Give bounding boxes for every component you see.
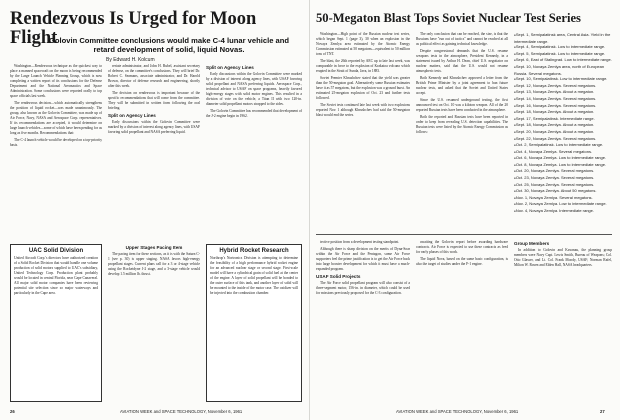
right-column-1 [316,32,410,230]
left-headline: Rendezvous Is Urged for Moon Flight [10,9,257,49]
right-col3-para: Since the U.S. resumed underground testing, the first announced test on Oct. 10 was a kiloton weapon. All of the 20 reported Russian tests have been conducted in the atmosphere. [416,98,508,112]
soviet-test-list [514,32,612,230]
group-members-heading: Group Members [514,241,550,246]
upper-stages-title: Upper Stages Pacing Item [125,245,183,250]
test-list-item: ● Nov. 4, Novaya Zemlya. Intermediate range. [514,208,612,215]
right-lower-para: The liquid Nova, based on the same basic configuration, is also the target of studies under the F-1 engine. [416,257,508,266]
left-footer: AVIATION WEEK and SPACE TECHNOLOGY, November 6, 1961 [120,409,243,414]
left-col1-para: Washington—Rendezvous technique as the quickest way to place a manned spacecraft on the moon is being recommended by the Large Launch Vehicle Planning Group, which is now completing a written report of its conclusions for the Defense Department and the National Aeronautics and Space Administration. Some conclusions were reported orally to top space officials last week. [10,64,102,98]
test-list-item: ● Nov. 1, Novaya Zemlya. Several megatons. [514,195,612,202]
left-col3-subhead: Split on Agency Lines [206,65,254,70]
right-lower-para: Although there is sharp division on the merits of Dyna-Soar within the Air Force and the Pentagon, some Air Force supporters feel the prime justification is to get the Air Force back into large booster development for which it must have a much-expanded program. [316,247,410,271]
right-col2-para: Despite congressional demands that the U.S. resume weapons tests in the atmosphere, President Kennedy, in a statement issued by Arthur H. Dean, chief U.S. negotiator on nuclear matters, said that the U.S. would not resume atmospheric tests. [416,49,508,73]
test-list-item: ● Oct. 25, Novaya Zemlya. Several megatons. [514,182,612,189]
test-list-item: ● Sept. 5, Semipalatinsk. Low to intermediate range. [514,51,612,58]
usaf-solid-projects-heading: USAF Solid Projects [316,274,361,279]
right-col1-para: The Soviet tests continued late last week with two explosions reported Nov. 1 although Khrushchev had said the 50-megaton blast would end the series. [316,103,410,117]
left-byline: By Edward H. Kolcum [106,57,155,63]
test-list-item: ● Oct. 8, Novaya Zemlya. Low to intermediate range. [514,162,612,169]
test-list-item: ● Sept. 12, Novaya Zemlya. Several megatons. [514,83,612,90]
upper-stages-text: The pacing item for these sections, as it is with the Saturn C-1 (see p. 30) is upper staging. NASA favors high-energy propellant stages. Current plans call for a 3 or 4-stage vehicle using the Rocketdyne J-2 stage, and a 3-stage vehicle would develop 1.5 million lb. thrust. [108,252,200,276]
left-page-number: 26 [10,409,15,414]
test-list-item: ● Sept. 22, Novaya Zemlya. Several megatons. [514,136,612,143]
section-divider [316,234,612,235]
upper-stages-section [108,244,200,402]
uac-solid-division-box [10,244,102,402]
right-col1-para: The blast, the 26th reported by AEC up to late last week, was comparable in force to the explosion of Krakatoa volcano which erupted in the Strait of Sunda, Java, in 1883. [316,59,410,73]
test-list-item: ● Sept. 14, Novaya Zemlya. Several megatons. [514,96,612,103]
right-lower-para: tective position from a development testing standpoint. [320,240,400,244]
left-column-3 [206,64,302,240]
right-page-number: 27 [600,409,605,414]
hybrid-box-title: Hybrid Rocket Research [219,248,289,254]
test-list-item: ● Sept. 17, Semipalatinsk. Intermediate range. [514,116,612,123]
test-list-item: ● Sept. 10, Semipalatinsk. Low to intermediate range. [514,76,612,83]
test-list-item: ● Sept. 10, Novaya Zemlya area, north of European Russia. Several megatons. [514,64,612,76]
right-lower-para: awaiting the Golovin report before awarding hardware contracts. Air Force is expected to use these contracts as feed for early phases of this work. [416,240,508,254]
right-col1-para: Washington—High point of the Russian nuclear test series, which began Sept. 1 (page 3), 30 when an explosion in the Novaya Zemlya area estimated by the Atomic Energy Commission estimated at 50 megatons—equivalent to 50 million tons of TNT. [316,32,410,56]
test-list-item: ● Oct. 2, Semipalatinsk. Low to intermediate range. [514,142,612,149]
uac-box-text: United Aircraft Corp.'s directors have authorized creation of a Solid Rocket Division that would handle one volume production of solid motors supplied to UAC's subsidiary, United Technology Corp. Production plant probably would be located in central Florida, near Cape Canaveral. All major solid motor companies have been reviewing potential site selection since so major waterways and particularly in the Cape area. [14,256,98,295]
left-deck: Golovin Committee conclusions would make C-4 lunar vehicle and retard development of solid, liquid Novas. [48,36,290,55]
test-list-item: ● Sept. 20, Novaya Zemlya. About a megaton. [514,129,612,136]
right-col2-para: The only conclusion that can be reached, the size, is that the Russians have "run out of tactics" and cannot be reached at all as political effect as gaining technical knowledge. [416,32,508,46]
test-list-item: ● Sept. 18, Novaya Zemlya. About a megaton. [514,109,612,116]
right-col1-para: Soviet Premier Khrushchev stated that the yield was greater than the 50-megaton goal. Alternatively some Russian estimates have it as 57 megatons, but the explosion was a ground burst. An estimated 25-megaton explosion of Oct. 23 and further tests followed. [316,76,410,100]
test-list-item: ● Sept. 6, East of Stalingrad. Low to intermediate range. [514,57,612,64]
left-column-2 [108,64,200,240]
right-lower-column-1 [316,240,410,402]
left-col2-subhead: Split on Agency Lines [108,113,156,118]
test-list-item: ● Oct. 23, Novaya Zemlya. Several megatons. [514,175,612,182]
test-list-item: ● Oct. 20, Novaya Zemlya. Several megatons. [514,168,612,175]
right-col3-para: Both the reported and Russian tests have been reported in order to keep from revealing U.S. detection capabilities. The Russian tests were listed by the Atomic Energy Commission as follows: [416,115,508,134]
test-list-item: ● Oct. 6, Novaya Zemlya. Low to intermediate range. [514,155,612,162]
test-list-item: ● Oct. 4, Novaya Zemlya. Several megatons. [514,149,612,156]
test-list-item: ● Sept. 4, Semipalatinsk. Low to intermediate range. [514,44,612,51]
test-list-item: ● Sept. 13, Novaya Zemlya. About a megaton. [514,89,612,96]
right-lower-column-2 [416,240,508,402]
left-col1-para: The rendezvous decision—which automatically strengthens the position of liquid rocket—was made unanimously. The group, also known as the Golovin Committee, was made up of Air Force, Navy, NASA and Aerospace Corp. representatives. If its recommendations are accepted, it would determine on large launch vehicles—some of which have been pending for as long as five months. Recommendations that: [10,101,102,135]
right-headline: 50-Megaton Blast Tops Soviet Nuclear Test Series [316,11,581,25]
test-list-item: ● Sept. 1, Semipalatinsk area, Central Asia. Yield in the intermediate range. [514,32,612,44]
left-col3-para: The Golovin Committee has recommended that development of the J-2 engine begin in 1962. [206,109,302,118]
uac-box-title: UAC Solid Division [28,248,84,254]
hybrid-box-text: Northrop's Nortronics Division is attempting to determine the feasibility of a high performance hybrid rocket engine for an advanced nuclear stage or second stage. First-scale model will have a cylindrical grain of solid fuel at the center of the engine. A layer of solid propellant will be bonded to the outer surface of this tank, and another layer of solid will be mounted to the inside of the motor case. The oxidizer will be injected into the combustion chamber. [210,256,298,295]
group-members-text: In addition to Golovin and Kavanau, the planning group members were Navy Capt. Lewis Smith, Bureau of Weapons; Col. Otto Glasser, and Lt. Col. Frank Moody, USAF; Norman Rafel, Milton W. Rosen and Elden Hall, NASA headquarters. [514,248,612,267]
page-gutter [309,0,310,420]
left-col2-para: The decision on rendezvous is important because of the specific recommendations that will come from the committee. They will be submitted in written form following the oral briefing. [108,91,200,110]
test-list-item: ● Sept. 18, Novaya Zemlya. About a megaton. [514,122,612,129]
left-col1-para: The C-4 launch vehicle would be developed on a top-priority basis. [10,138,102,147]
usaf-solid-projects-text: The Air Force solid propellant program will also consist of a three-segment motor, 156-in. in diameter, which could be used for missions previously proposed for the C-3 configuration. [316,281,410,295]
left-column-1 [10,64,102,240]
test-list-item: ● Nov. 2, Novaya Zemlya. Low to intermediate range. [514,201,612,208]
test-list-item: ● Oct. 30, Novaya Zemlya. About 50 megatons. [514,188,612,195]
left-col2-para: Early discussions within the Golovin Committee were marked by a division of interest along agency lines, with USAF favoring solid propellant and NASA preferring liquid. [108,120,200,134]
right-col2-para: Both Kennedy and Khrushchev approved a letter from the British Prime Minister by a joint agreement to ban future nuclear tests, and asked that the Soviet and United States accept. [416,76,508,95]
test-list-item: ● Sept. 16, Novaya Zemlya. Several megatons. [514,103,612,110]
hybrid-rocket-box [206,244,302,402]
right-footer: AVIATION WEEK and SPACE TECHNOLOGY, November 6, 1961 [396,409,519,414]
left-col2-para: reriate administrator, and John H. Rubel, assistant secretary of defense, on the committee's conclusions. They will brief Dr. Robert C. Seamans, associate administrator, and Dr. Harold Brown, director of defense research and engineering, shortly after this week. [108,64,200,88]
right-column-2 [416,32,508,230]
left-col3-para: Early discussions within the Golovin Committee were marked by a division of interest along agency lines, with USAF favoring solid propellant and NASA preferring liquids. Aerospace Corp., technical advisor to USAF on space programs, heavily favored high-energy stages with solid motor engines. This resulted in a division of vote on the vehicle, a Titan II with two 120-in. diameter solid propellant motors strapped to the sides. [206,72,302,106]
right-lower-column-3 [514,240,612,402]
